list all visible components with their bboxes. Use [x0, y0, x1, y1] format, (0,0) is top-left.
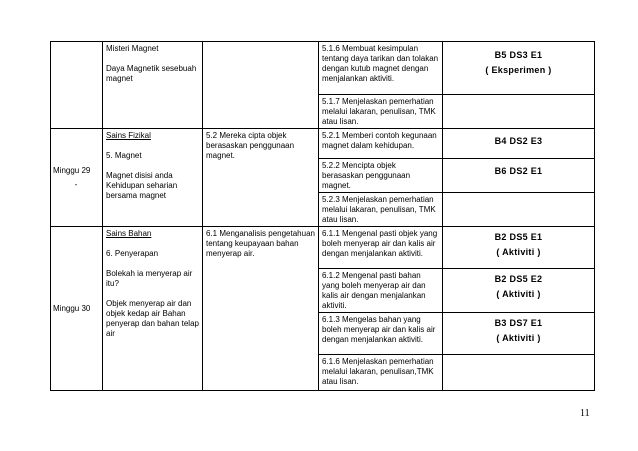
- activity-type: ( Aktiviti ): [496, 289, 541, 299]
- performance-level-cell: [443, 42, 595, 95]
- performance-code: B2 DS5 E2: [494, 274, 543, 284]
- topic-cell: [103, 42, 203, 129]
- performance-code: B6 DS2 E1: [494, 166, 543, 176]
- learning-standard-text: 5.2.2 Mencipta objek berasaskan penggunaan magnet.: [322, 161, 411, 190]
- learning-standard-cell: [319, 129, 443, 159]
- table-row: [51, 42, 595, 95]
- content-standard-cell: [203, 129, 319, 227]
- performance-code: B3 DS7 E1: [494, 318, 543, 328]
- page-number: 11: [580, 408, 590, 419]
- topic-cell: [103, 129, 203, 227]
- lesson-plan-table: [50, 41, 595, 391]
- activity-type: ( Aktiviti ): [496, 247, 541, 257]
- learning-standard-text: 5.1.6 Membuat kesimpulan tentang daya tarikan dan tolakan dengan kutub magnet dengan menjalankan aktiviti.: [322, 44, 439, 83]
- activity-type: ( Eksperimen ): [485, 65, 552, 75]
- week-label: Minggu 29: [53, 166, 91, 175]
- learning-standard-text: 6.1.6 Menjelaskan pemerhatian melalui lakaran, penulisan,TMK atau lisan.: [322, 357, 434, 386]
- learning-standard-cell: [319, 313, 443, 355]
- subject-title: Sains Bahan: [106, 229, 152, 238]
- learning-standard-cell: [319, 95, 443, 129]
- performance-level-cell: [443, 95, 595, 129]
- performance-level-cell: [443, 269, 595, 313]
- content-standard-cell: [203, 42, 319, 129]
- subject-title: Sains Fizikal: [106, 131, 151, 140]
- learning-standard-text: 6.1.1 Mengenal pasti objek yang boleh menyerap air dan kalis air dengan menjalankan aktiviti.: [322, 229, 438, 258]
- performance-level-cell: [443, 313, 595, 355]
- learning-standard-cell: [319, 269, 443, 313]
- topic-title: 5. Magnet: [106, 151, 142, 160]
- performance-code: B4 DS2 E3: [494, 136, 543, 146]
- table-row: [51, 227, 595, 269]
- learning-standard-text: 5.2.3 Menjelaskan pemerhatian melalui lakaran, penulisan, TMK atau lisan.: [322, 195, 436, 224]
- content-standard-text: 6.1 Menganalisis pengetahuan tentang keupayaan bahan menyerap air.: [206, 229, 315, 258]
- learning-standard-cell: [319, 193, 443, 227]
- performance-level-cell: [443, 159, 595, 193]
- learning-standard-cell: [319, 355, 443, 391]
- question-text: Bolekah ia menyerap air itu?: [106, 269, 193, 288]
- performance-code: B2 DS5 E1: [494, 232, 543, 242]
- topic-cell: [103, 227, 203, 391]
- learning-standard-cell: [319, 42, 443, 95]
- learning-standard-text: 6.1.2 Mengenal pasti bahan yang boleh menyerap air dan kalis air dengan menjalankan aktiviti.: [322, 271, 426, 310]
- learning-standard-text: 6.1.3 Mengelas bahan yang boleh menyerap air dan kalis air dengan menjalankan aktiviti.: [322, 315, 436, 344]
- week-label: Minggu 30: [53, 304, 91, 313]
- subtopic-text: Daya Magnetik sesebuah magnet: [106, 64, 197, 83]
- topic-title: Misteri Magnet: [106, 44, 159, 53]
- content-standard-text: 5.2 Mereka cipta objek berasaskan penggunaan magnet.: [206, 131, 295, 160]
- performance-level-cell: [443, 193, 595, 227]
- week-dash: -: [74, 180, 78, 189]
- week-cell: [51, 129, 103, 227]
- topic-title: 6. Penyerapan: [106, 249, 159, 258]
- learning-standard-text: 5.2.1 Memberi contoh kegunaan magnet dalam kehidupan.: [322, 131, 437, 150]
- learning-standard-cell: [319, 227, 443, 269]
- week-cell: [51, 227, 103, 391]
- week-cell: [51, 42, 103, 129]
- learning-standard-cell: [319, 159, 443, 193]
- performance-level-cell: [443, 355, 595, 391]
- performance-code: B5 DS3 E1: [494, 50, 543, 60]
- subtopic-text: Magnet disisi anda Kehidupan seharian bersama magnet: [106, 171, 178, 200]
- table-row: [51, 129, 595, 159]
- performance-level-cell: [443, 227, 595, 269]
- performance-level-cell: [443, 129, 595, 159]
- subtopic-text: Objek menyerap air dan objek kedap air Bahan penyerap dan bahan telap air: [106, 299, 199, 338]
- activity-type: ( Aktiviti ): [496, 333, 541, 343]
- learning-standard-text: 5.1.7 Menjelaskan pemerhatian melalui lakaran, penulisan, TMK atau lisan.: [322, 97, 436, 126]
- content-standard-cell: [203, 227, 319, 391]
